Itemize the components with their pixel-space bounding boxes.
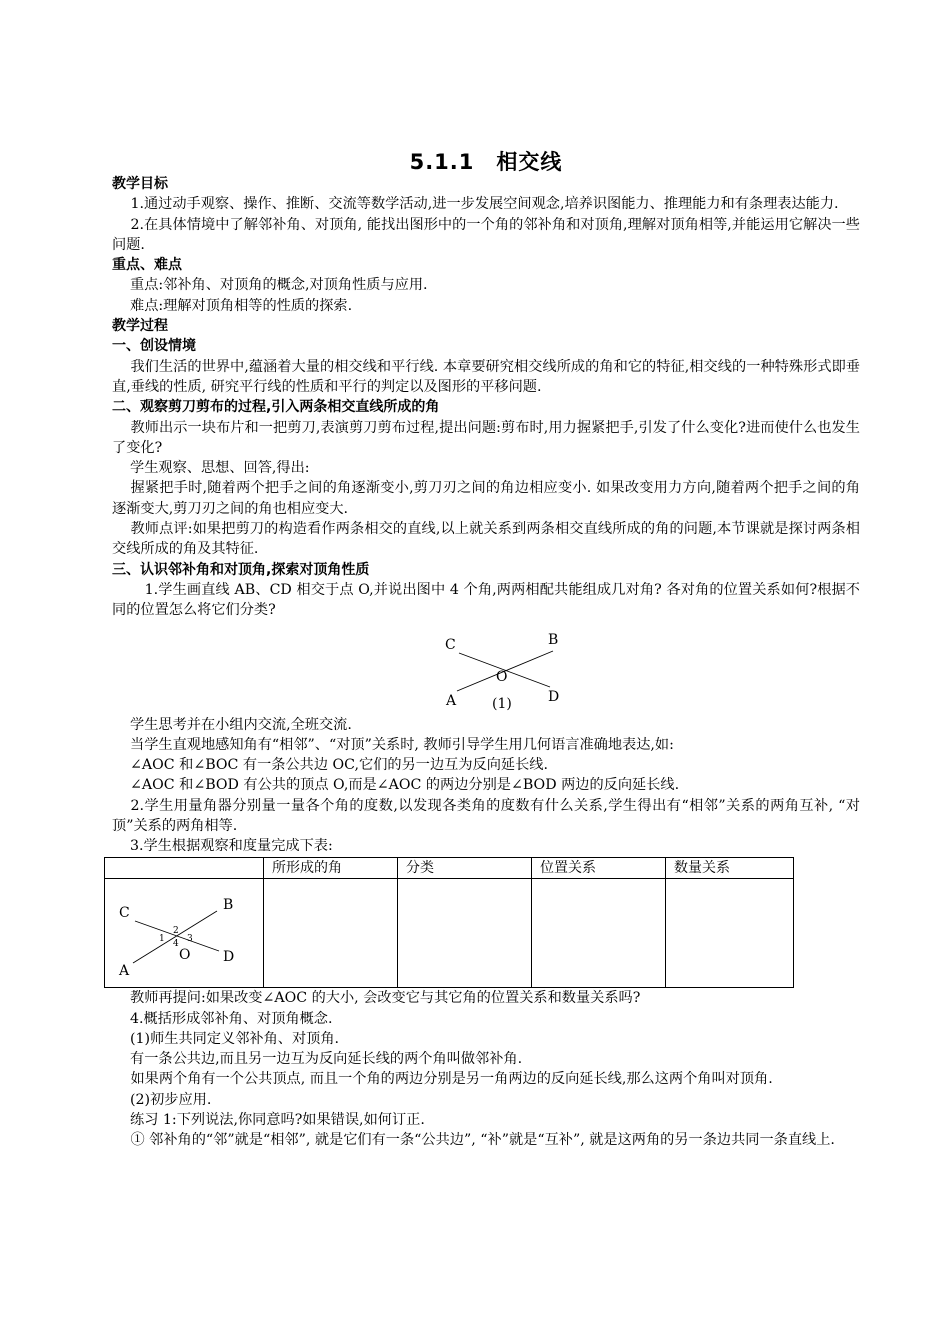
concept-text: 4.概括形成邻补角、对顶角概念. (130, 1010, 333, 1027)
angle-number-1: 1 (159, 933, 165, 944)
part1-heading: 一、创设情境 (112, 338, 196, 355)
difficulty-text: 难点:理解对顶角相等的性质的探索. (130, 297, 353, 314)
label-b: B (548, 631, 559, 648)
process-heading: 教学过程 (112, 318, 168, 335)
part3-question-1: 1.学生画直线 AB、CD 相交于点 O,并说出图中 4 个角,两两相配共能组成几对角? 各对角的位置关系如何?根据不同的位置怎么将它们分类? (112, 581, 860, 619)
label-d: D (223, 948, 235, 965)
label-o: O (179, 946, 191, 963)
table-cell-position[interactable] (532, 878, 666, 987)
page-title: 5.1.1 相交线 (409, 150, 563, 174)
part2-heading: 二、观察剪刀剪布的过程,引入两条相交直线所成的角 (112, 399, 440, 416)
aoc-boc-text: ∠AOC 和∠BOC 有一条公共边 OC,它们的另一边互为反向延长线. (130, 757, 548, 774)
numbered-angles-diagram (105, 879, 255, 981)
label-d: D (548, 688, 560, 705)
table-header-blank (105, 857, 264, 878)
angle-number-3: 3 (187, 933, 193, 944)
part2-text-4: 教师点评:如果把剪刀的构造看作两条相交的直线,以上就关系到两条相交直线所成的角的问题,本节课就是探讨两条相交线所成的角及其特征. (112, 521, 860, 558)
part2-text-2: 学生观察、思想、回答,得出: (130, 460, 310, 477)
table-header-row (105, 857, 794, 878)
table-header-category: 分类 (398, 857, 532, 878)
part2-text-1: 教师出示一块布片和一把剪刀,表演剪刀剪布过程,提出问题:剪布时,用力握紧把手,引发了什么变化?进而使什么也发生了变化? (112, 419, 860, 456)
table-cell-category[interactable] (398, 878, 532, 987)
label-o: O (496, 668, 508, 685)
exercise-item-1: ① 邻补角的“邻”就是“相邻”, 就是它们有一条“公共边”, “补”就是“互补”, 就是这两角的另一条边共同一条直线上. (130, 1132, 835, 1149)
table-cell-angles[interactable] (264, 878, 398, 987)
table-intro-text: 3.学生根据观察和度量完成下表: (130, 838, 333, 855)
line-ab (133, 911, 217, 963)
part2-text-3: 握紧把手时,随着两个把手之间的角逐渐变小,剪刀刃之间的角边相应变小. 如果改变用力方向,随着两个把手之间的角逐渐变大,剪刀刃之间的角也相应变大. (112, 480, 860, 517)
after-figure-text: 学生思考并在小组内交流,全班交流. (130, 716, 352, 733)
label-a: A (446, 692, 457, 709)
angle-number-4: 4 (173, 938, 179, 949)
table-header-quantity: 数量关系 (666, 857, 794, 878)
label-a: A (119, 962, 130, 979)
exercise-text: 练习 1:下列说法,你同意吗?如果错误,如何订正. (130, 1111, 425, 1128)
part3-heading: 三、认识邻补角和对顶角,探索对顶角性质 (112, 561, 370, 578)
aoc-bod-text: ∠AOC 和∠BOD 有公共的顶点 O,而是∠AOC 的两边分别是∠BOD 两边的反向延长线. (130, 777, 680, 794)
table-cell-quantity[interactable] (666, 878, 794, 987)
table-row (105, 878, 794, 987)
keypoint-text: 重点:邻补角、对顶角的概念,对顶角性质与应用. (130, 277, 428, 294)
table-header-angles: 所形成的角 (264, 857, 398, 878)
intersecting-lines-diagram (437, 627, 577, 711)
label-c: C (119, 904, 130, 921)
figure-intersecting-lines (112, 627, 860, 711)
table-diagram-cell (105, 878, 264, 987)
figure-caption: (1) (492, 695, 512, 711)
goal-1: 1.通过动手观察、操作、推断、交流等数学活动,进一步发展空间观念,培养识图能力、推理能力和有条理表达能力. (130, 196, 839, 213)
define-text: (1)师生共同定义邻补角、对顶角. (130, 1030, 340, 1047)
geometry-language-text: 当学生直观地感知角有“相邻”、“对顶”关系时, 教师引导学生用几何语言准确地表达,如: (130, 736, 674, 753)
goals-heading: 教学目标 (112, 176, 168, 192)
label-b: B (223, 896, 234, 913)
part1-text: 我们生活的世界中,蕴涵着大量的相交线和平行线. 本章要研究相交线所成的角和它的特征,相交线的一种特殊形式即垂直,垂线的性质, 研究平行线的性质和平行的判定以及图形的平移问题. (112, 358, 860, 395)
apply-text: (2)初步应用. (130, 1091, 212, 1108)
angle-relations-table (104, 857, 794, 989)
keypoints-heading: 重点、难点 (112, 257, 182, 274)
goal-2: 2.在具体情境中了解邻补角、对顶角, 能找出图形中的一个角的邻补角和对顶角,理解对顶角相等,并能运用它解决一些问题. (112, 216, 860, 253)
label-c: C (445, 636, 456, 653)
after-table-text: 教师再提问:如果改变∠AOC 的大小, 会改变它与其它角的位置关系和数量关系吗? (130, 990, 641, 1007)
adjacent-angle-definition: 有一条公共边,而且另一边互为反向延长线的两个角叫做邻补角. (130, 1051, 523, 1068)
angle-number-2: 2 (173, 925, 179, 936)
table-header-position: 位置关系 (532, 857, 666, 878)
document-body (112, 174, 860, 1151)
vertical-angle-definition: 如果两个角有一个公共顶点, 而且一个角的两边分别是另一角两边的反向延长线,那么这两个角叫对顶角. (130, 1071, 773, 1088)
measure-text: 2.学生用量角器分别量一量各个角的度数,以发现各类角的度数有什么关系,学生得出有“相邻”关系的两角互补, “对顶”关系的两角相等. (112, 797, 860, 835)
